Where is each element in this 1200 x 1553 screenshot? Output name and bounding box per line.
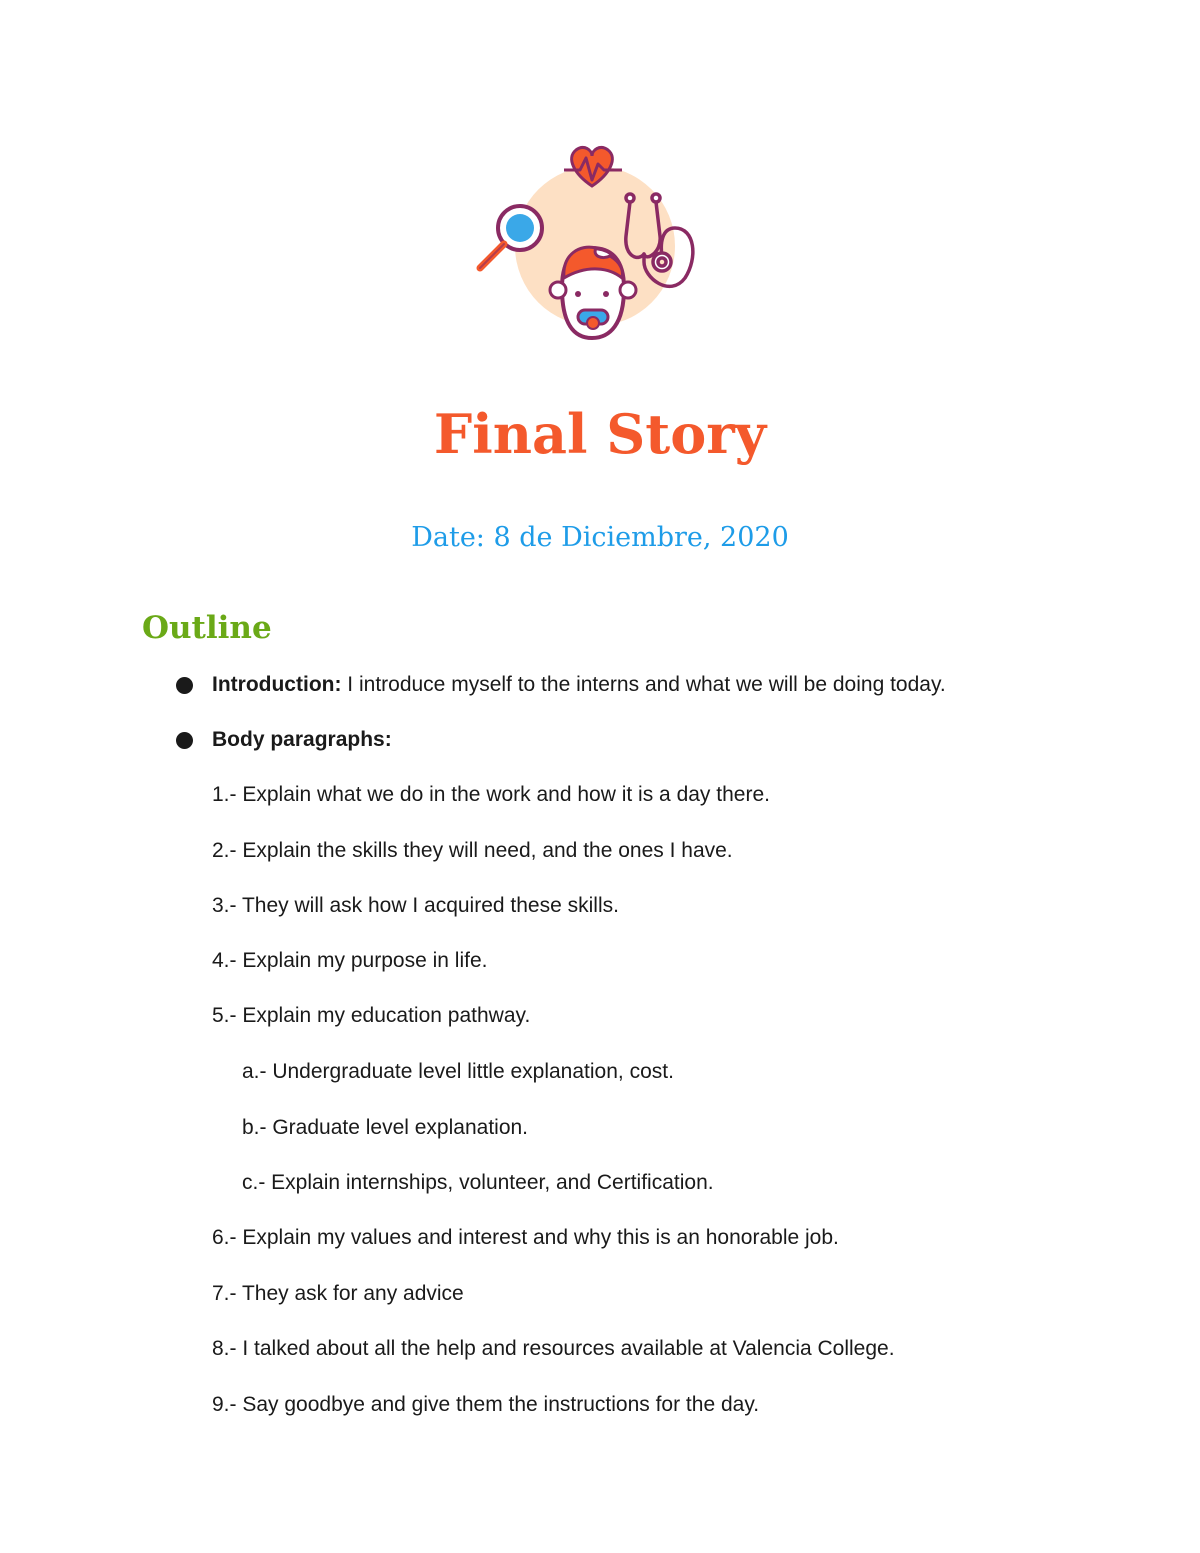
bullet-body-paragraphs: [212, 725, 392, 755]
bullet-label: Body paragraphs:: [212, 728, 392, 751]
sub-list-item: a.- Undergraduate level little explanation, cost.: [242, 1060, 674, 1083]
list-item: 5.- Explain my education pathway.: [212, 1004, 531, 1027]
bullet-dot: [176, 677, 193, 694]
bullet-dot: [176, 732, 193, 749]
sub-list-item: b.- Graduate level explanation.: [242, 1116, 529, 1139]
section-heading: Outline: [142, 610, 272, 646]
list-item: 7.- They ask for any advice: [212, 1282, 464, 1305]
bullet-text: I introduce myself to the interns and what we will be doing today.: [341, 673, 946, 696]
list-item: 4.- Explain my purpose in life.: [212, 949, 488, 972]
sub-list-item: c.- Explain internships, volunteer, and Certification.: [242, 1171, 714, 1194]
document-title: Final Story: [433, 402, 767, 466]
list-item: 9.- Say goodbye and give them the instructions for the day.: [212, 1393, 760, 1416]
bullet-introduction: [212, 670, 946, 700]
pediatrics-illustration: [470, 128, 730, 388]
bullet-label: Introduction:: [212, 673, 342, 696]
document-date: Date: 8 de Diciembre, 2020: [411, 522, 789, 553]
list-item: 2.- Explain the skills they will need, and the ones I have.: [212, 839, 733, 862]
list-item: 3.- They will ask how I acquired these skills.: [212, 894, 619, 917]
list-item: 6.- Explain my values and interest and why this is an honorable job.: [212, 1226, 839, 1249]
list-item: 8.- I talked about all the help and resources available at Valencia College.: [212, 1337, 895, 1360]
list-item: 1.- Explain what we do in the work and how it is a day there.: [212, 783, 770, 806]
